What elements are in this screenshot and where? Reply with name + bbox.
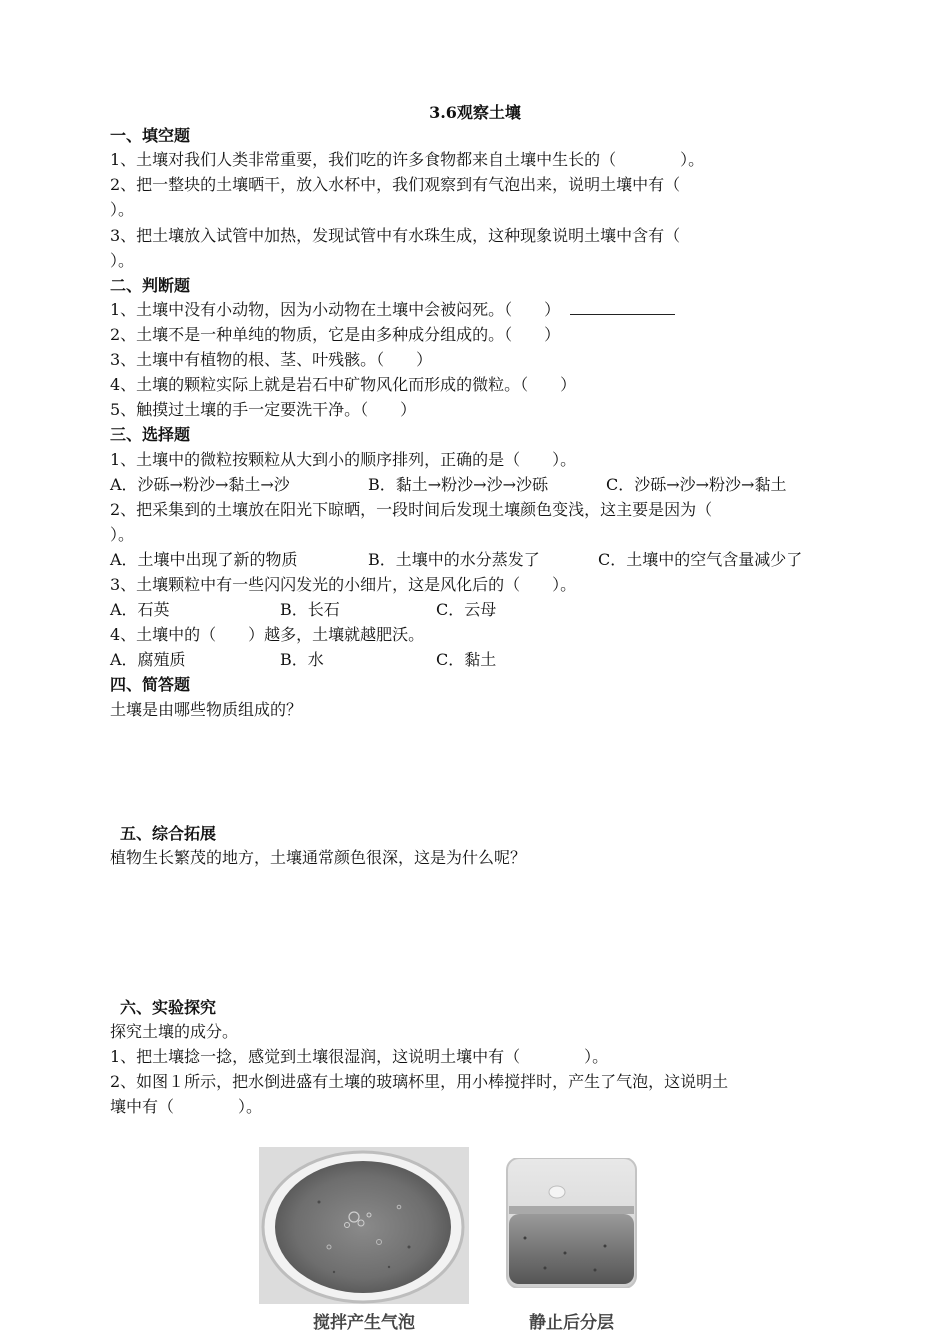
fill-question-1: 1、土壤对我们人类非常重要，我们吃的许多食物都来自土壤中生长的（ ）。 [110,150,705,169]
fill-question-3-line2: ）。 [110,251,135,270]
option-c: C．土壤中的空气含量减少了 [598,550,803,569]
section-heading-judge: 二、判断题 [110,276,191,295]
photo-settled-layers [505,1158,638,1288]
judge-question-4: 4、土壤的颗粒实际上就是岩石中矿物风化而形成的微粒。（ ） [110,375,577,394]
beaker-side-view-illustration [505,1158,638,1288]
fill-question-2-line1: 2、把一整块的土壤晒干，放入水杯中，我们观察到有气泡出来，说明土壤中有（ [110,175,681,194]
experiment-intro: 探究土壤的成分。 [110,1022,239,1041]
option-b: B．土壤中的水分蒸发了 [368,550,540,569]
photo-stirring-bubbles [259,1147,469,1304]
option-a: A．土壤中出现了新的物质 [110,550,298,569]
choice-question-1-options [110,475,840,495]
option-a: A．沙砾→粉沙→黏土→沙 [110,475,290,494]
figure-caption-right: 静止后分层 [529,1313,614,1333]
section-heading-choice: 三、选择题 [110,425,191,444]
judge-question-1-text: 1、土壤中没有小动物，因为小动物在土壤中会被闷死。（ ） [110,300,561,319]
short-question-1: 土壤是由哪些物质组成的？ [110,700,303,719]
extend-question-1: 植物生长繁茂的地方，土壤通常颜色很深，这是为什么呢？ [110,848,527,867]
option-c: C．云母 [436,600,497,619]
answer-blank-line [570,300,675,315]
option-c: C．沙砾→沙→粉沙→黏土 [606,475,787,494]
choice-question-2-options [110,550,840,570]
option-b: B．长石 [280,600,340,619]
experiment-question-2-line1: 2、如图１所示，把水倒进盛有土壤的玻璃杯里，用小棒搅拌时，产生了气泡，这说明土 [110,1072,729,1091]
judge-question-5: 5、触摸过土壤的手一定要洗干净。（ ） [110,400,417,419]
judge-question-2: 2、土壤不是一种单纯的物质，它是由多种成分组成的。（ ） [110,325,561,344]
beaker-top-view-illustration [259,1147,469,1304]
section-heading-fill: 一、填空题 [110,126,191,145]
figure-caption-left: 搅拌产生气泡 [313,1313,415,1333]
option-b: B．水 [280,650,324,669]
choice-question-3-options [110,600,610,620]
judge-question-1 [110,300,675,320]
fill-question-3-line1: 3、把土壤放入试管中加热，发现试管中有水珠生成，这种现象说明土壤中含有（ [110,226,681,245]
choice-question-2-line2: ）。 [110,525,135,544]
choice-question-2-line1: 2、把采集到的土壤放在阳光下晾晒，一段时间后发现土壤颜色变浅，这主要是因为（ [110,500,713,519]
option-c: C．黏土 [436,650,497,669]
section-heading-extend: 五、综合拓展 [120,824,217,843]
judge-question-3: 3、土壤中有植物的根、茎、叶残骸。（ ） [110,350,433,369]
choice-question-1: 1、土壤中的微粒按颗粒从大到小的顺序排列，正确的是（ ）。 [110,450,577,469]
experiment-question-1: 1、把土壤捻一捻，感觉到土壤很湿润，这说明土壤中有（ ）。 [110,1047,609,1066]
section-heading-experiment: 六、实验探究 [120,998,217,1017]
section-heading-short: 四、简答题 [110,675,191,694]
choice-question-3: 3、土壤颗粒中有一些闪闪发光的小细片，这是风化后的（ ）。 [110,575,577,594]
option-b: B．黏土→粉沙→沙→沙砾 [368,475,548,494]
option-a: A．腐殖质 [110,650,186,669]
choice-question-4-options [110,650,610,670]
page-title: 3.6观察土壤 [429,103,521,122]
experiment-question-2-line2: 壤中有（ ）。 [110,1097,263,1116]
fill-question-2-line2: ）。 [110,200,135,219]
option-a: A．石英 [110,600,170,619]
choice-question-4: 4、土壤中的（ ）越多，土壤就越肥沃。 [110,625,425,644]
